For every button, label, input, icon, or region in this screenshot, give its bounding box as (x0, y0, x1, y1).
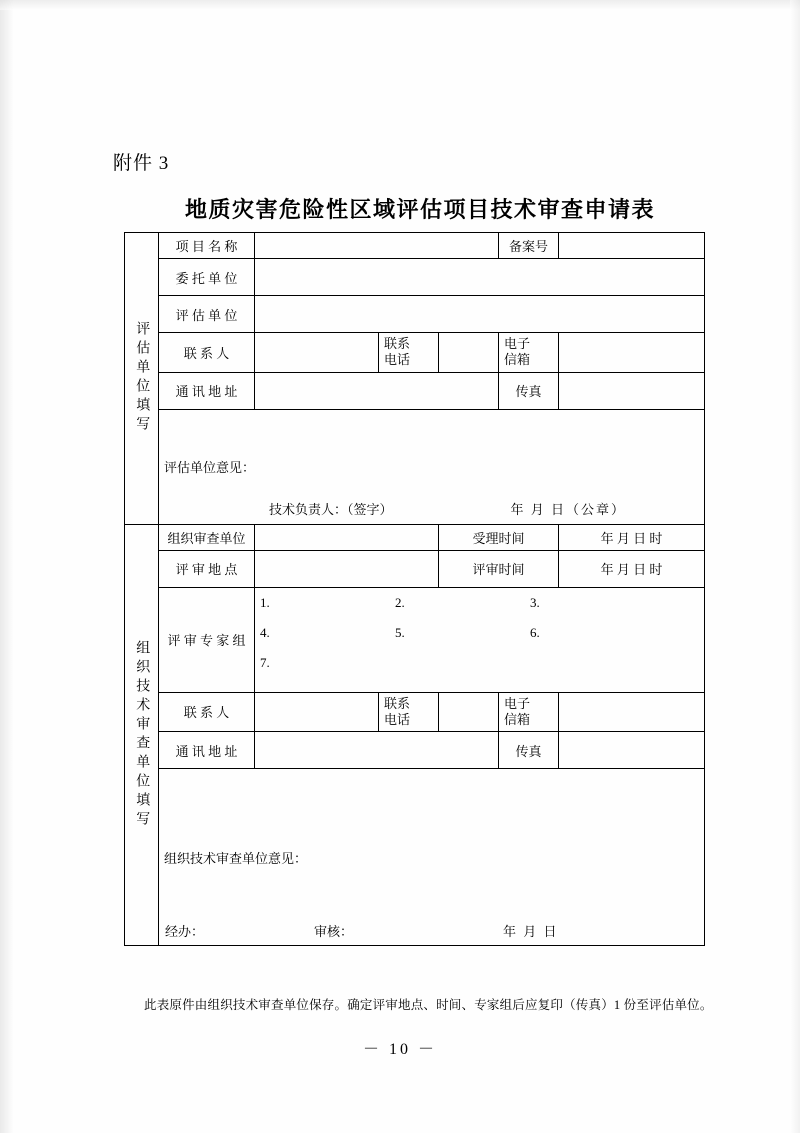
review-contact-field[interactable] (255, 692, 379, 732)
scan-edge-right (790, 0, 800, 1133)
review-date-label: 年 月 日 (503, 924, 559, 939)
accept-time-label: 受理时间 (439, 524, 559, 550)
page-title: 地质灾害危险性区域评估项目技术审查申请表 (184, 197, 655, 222)
section1-vertical-label (125, 233, 159, 525)
table-row (125, 409, 705, 524)
email-label-line2: 信箱 (504, 352, 531, 368)
expert-6: 6. (530, 624, 540, 640)
record-no-label: 备案号 (499, 233, 559, 259)
assessment-unit-label: 评 估 单 位 (159, 296, 255, 333)
project-name-field[interactable] (255, 233, 499, 259)
contact-label: 联 系 人 (159, 333, 255, 373)
table-row (125, 296, 705, 333)
expert-row-1 (260, 595, 699, 611)
review-footer-row (159, 921, 704, 940)
review-address-field[interactable] (255, 732, 499, 769)
review-email-field[interactable] (559, 692, 705, 732)
client-field[interactable] (255, 259, 705, 296)
phone-field[interactable] (439, 333, 499, 373)
review-phone-label-line2: 电话 (384, 711, 411, 727)
expert-5: 5. (395, 624, 405, 640)
assessment-unit-field[interactable] (255, 296, 705, 333)
review-org-label: 组织审查单位 (159, 524, 255, 550)
email-field[interactable] (559, 333, 705, 373)
scan-edge-top (0, 0, 800, 10)
review-org-field[interactable] (255, 524, 439, 550)
table-row (125, 372, 705, 409)
phone-label-line2: 电话 (384, 352, 411, 368)
contact-field[interactable] (255, 333, 379, 373)
review-place-field[interactable] (255, 550, 439, 587)
fax-label: 传真 (499, 372, 559, 409)
expert-2: 2. (395, 594, 405, 610)
expert-7: 7. (260, 654, 270, 670)
table-row (125, 259, 705, 296)
form-note: 此表原件由组织技术审查单位保存。确定评审地点、时间、专家组后应复印（传真）1 份至评估单位。 (144, 998, 713, 1012)
address-label: 通 讯 地 址 (159, 372, 255, 409)
email-label-line1: 电子 (504, 336, 531, 351)
handler-label: 经办： (165, 924, 205, 939)
table-row (125, 732, 705, 769)
section2-vertical-label (125, 524, 159, 946)
client-label: 委 托 单 位 (159, 259, 255, 296)
table-row (125, 769, 705, 946)
assessment-signature-row (159, 499, 704, 518)
fax-field[interactable] (559, 372, 705, 409)
assessment-opinion-label: 评估单位意见： (164, 460, 256, 475)
email-label (499, 333, 559, 373)
expert-group-label: 评 审 专 家 组 (159, 587, 255, 692)
table-row (125, 233, 705, 259)
review-email-label-line1: 电子 (504, 695, 531, 711)
table-row (125, 587, 705, 692)
table-row (125, 550, 705, 587)
review-contact-label: 联 系 人 (159, 692, 255, 732)
page-number: － 10 － (362, 1041, 437, 1058)
expert-1: 1. (260, 594, 270, 610)
review-opinion-cell[interactable] (159, 769, 705, 946)
expert-3: 3. (530, 594, 540, 610)
section1-vertical-label-text: 评估单位填写 (134, 321, 150, 436)
accept-time-field[interactable]: 年 月 日 时 (559, 524, 705, 550)
review-time-label: 评审时间 (439, 550, 559, 587)
table-row (125, 692, 705, 732)
attachment-label: 附件 3 (113, 153, 170, 174)
expert-4: 4. (260, 624, 270, 640)
review-place-label: 评 审 地 点 (159, 550, 255, 587)
scan-edge-left (0, 0, 14, 1133)
expert-row-2 (260, 625, 699, 641)
phone-label (379, 333, 439, 373)
table-row (125, 333, 705, 373)
review-address-label: 通 讯 地 址 (159, 732, 255, 769)
application-form-table (124, 232, 705, 946)
review-time-field[interactable]: 年 月 日 时 (559, 550, 705, 587)
phone-label-line1: 联系 (384, 336, 411, 351)
address-field[interactable] (255, 372, 499, 409)
review-fax-label: 传真 (499, 732, 559, 769)
review-email-label (499, 692, 559, 732)
expert-row-3 (260, 655, 699, 671)
review-email-label-line2: 信箱 (504, 711, 531, 727)
expert-group-field[interactable] (255, 587, 705, 692)
assessment-opinion-cell[interactable] (159, 409, 705, 524)
table-row (125, 524, 705, 550)
assessment-date-label: 年 月 日（公章） (510, 501, 627, 517)
review-phone-label (379, 692, 439, 732)
review-phone-label-line1: 联系 (384, 695, 411, 711)
auditor-label: 审核： (314, 924, 354, 939)
assessment-signature-label: 技术负责人：（签字） (269, 501, 393, 517)
review-opinion-label: 组织技术审查单位意见： (164, 850, 308, 866)
record-no-field[interactable] (559, 233, 705, 259)
project-name-label: 项 目 名 称 (159, 233, 255, 259)
review-fax-field[interactable] (559, 732, 705, 769)
section2-vertical-label-text: 组织技术审查单位填写 (134, 639, 150, 830)
review-phone-field[interactable] (439, 692, 499, 732)
